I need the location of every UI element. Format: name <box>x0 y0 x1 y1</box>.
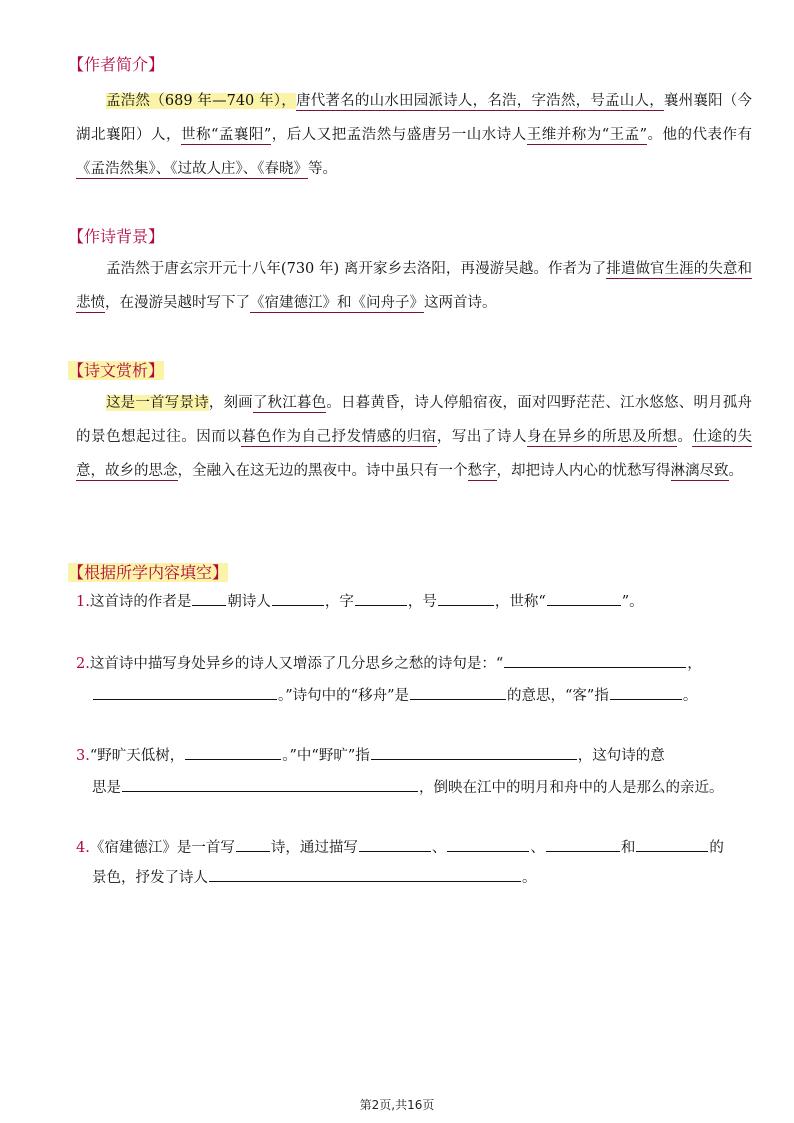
section-title-author: 【作者简介】 <box>68 55 165 74</box>
blank[interactable] <box>272 604 324 606</box>
question-4-line-1: 4.《宿建德江》是一首写 诗，通过描写 、 、 和 的 <box>76 840 724 856</box>
blank[interactable] <box>546 850 620 852</box>
blank[interactable] <box>547 604 621 606</box>
blank[interactable] <box>636 850 708 852</box>
blank[interactable] <box>122 790 418 792</box>
section-title-background: 【作诗背景】 <box>68 227 165 246</box>
question-3-line-1: 3.“野旷天低树， 。”中“野旷”指 ，这句诗的意 <box>76 748 665 764</box>
question-1: 1.这首诗的作者是 朝诗人 ，字 ，号 ，世称“ ”。 <box>76 594 644 610</box>
blank[interactable] <box>93 698 277 700</box>
blank[interactable] <box>438 604 494 606</box>
section-title-fill: 【根据所学内容填空】 <box>68 563 229 582</box>
blank[interactable] <box>410 698 506 700</box>
question-3-line-2: 思是 ，倒映在江中的明月和舟中的人是那么的亲近。 <box>92 780 724 796</box>
highlight-author-name: 孟浩然 <box>106 93 151 109</box>
blank[interactable] <box>610 698 682 700</box>
question-2-line-1: 2.这首诗中描写身处异乡的诗人又增添了几分思乡之愁的诗句是：“ ， <box>76 656 702 672</box>
blank[interactable] <box>359 850 431 852</box>
blank[interactable] <box>447 850 529 852</box>
blank[interactable] <box>504 666 686 668</box>
background-paragraph: 孟浩然于唐玄宗开元十八年(730 年) 离开家乡去洛阳，再漫游吴越。作者为了排遣做官生涯的失意和悲愤，在漫游吴越时写下了《宿建德江》和《问舟子》这两首诗。 <box>76 261 752 311</box>
blank[interactable] <box>236 850 270 852</box>
section-title-analysis: 【诗文赏析】 <box>68 361 165 380</box>
question-4-line-2: 景色，抒发了诗人 。 <box>92 870 537 886</box>
page-footer: 第2页,共16页 <box>359 1098 435 1112</box>
blank[interactable] <box>355 604 407 606</box>
blank[interactable] <box>192 604 226 606</box>
blank[interactable] <box>185 758 281 760</box>
analysis-paragraph: 这是一首写景诗，刻画了秋江暮色。日暮黄昏，诗人停船宿夜，面对四野茫茫、江水悠悠、明月孤舟的景色想起过往。因而以暮色作为自己抒发情感的归宿，写出了诗人身在异乡的所思及所想。仕途的失意，故乡的思念，全融入在这无边的黑夜中。诗中虽只有一个愁字，却把诗人内心的忧愁写得淋漓尽致。 <box>76 395 753 479</box>
question-2-line-2: 。”诗句中的“移舟”是 的意思，“客”指 。 <box>92 684 697 705</box>
blank[interactable] <box>371 758 577 760</box>
author-paragraph: 孟浩然（689 年—740 年），唐代著名的山水田园派诗人，名浩，字浩然，号孟山人，襄州襄阳（今湖北襄阳）人，世称“孟襄阳”，后人又把孟浩然与盛唐另一山水诗人王维并称为“王孟”。他的代表作有《孟浩然集》、《过故人庄》、《春晓》等。 <box>76 93 753 177</box>
blank[interactable] <box>209 880 521 882</box>
